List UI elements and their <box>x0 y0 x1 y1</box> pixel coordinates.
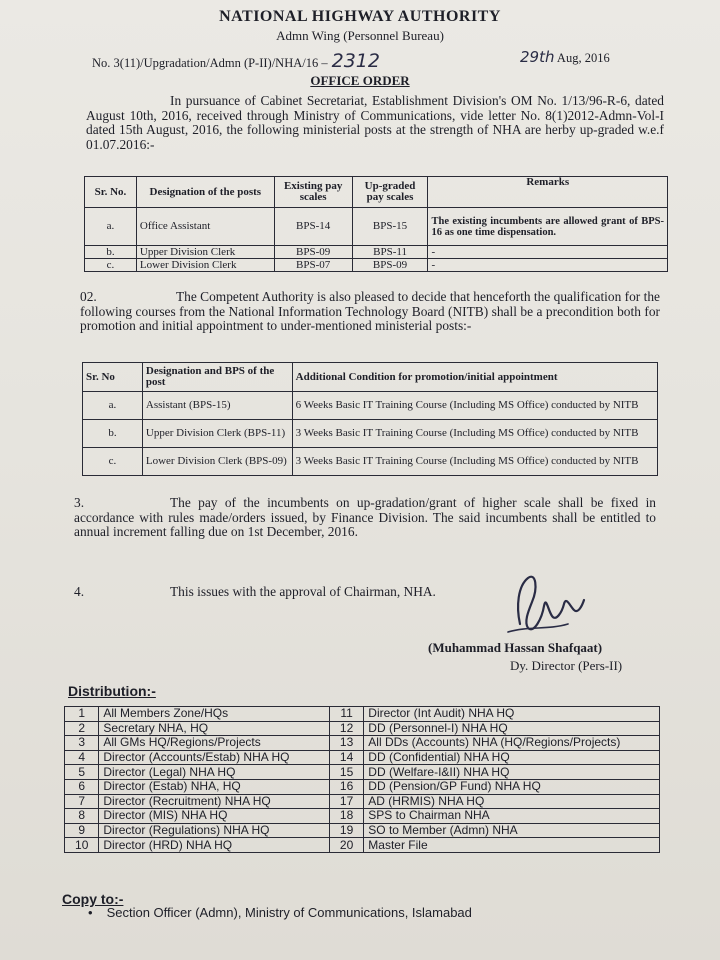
date-handwritten: 29th <box>520 48 555 66</box>
cell-condition: 6 Weeks Basic IT Training Course (Including MS Office) conducted by NITB <box>292 392 657 420</box>
distribution-number: 11 <box>329 707 363 722</box>
organization-wing: Admn Wing (Personnel Bureau) <box>276 28 444 43</box>
upgradation-table <box>84 176 668 272</box>
copy-to-text: Section Officer (Admn), Ministry of Communications, Islamabad <box>106 905 472 920</box>
distribution-recipient: DD (Welfare-I&II) NHA HQ <box>364 765 660 780</box>
column-header: Sr. No. <box>85 177 137 208</box>
paragraph-3-text: The pay of the incumbents on up-gradation/grant of higher scale shall be fixed in accordance with rules made/orders issued, by Finance Division. The said incumbents shall be entitled to annual increment falling due on 1st December, 2016. <box>74 495 656 540</box>
distribution-number: 18 <box>329 809 363 824</box>
distribution-number: 12 <box>329 721 363 736</box>
distribution-number: 4 <box>65 750 99 765</box>
table-row <box>85 259 668 272</box>
reference-prefix: No. 3(11)/Upgradation/Admn (P-II)/NHA/16 – <box>92 56 328 70</box>
cell-upgraded: BPS-15 <box>352 208 428 246</box>
cell-designation: Lower Division Clerk (BPS-09) <box>142 448 292 476</box>
cell-designation: Assistant (BPS-15) <box>142 392 292 420</box>
distribution-recipient: SPS to Chairman NHA <box>364 809 660 824</box>
cell-existing: BPS-14 <box>274 208 352 246</box>
distribution-number: 19 <box>329 823 363 838</box>
distribution-recipient: Director (Estab) NHA, HQ <box>99 779 330 794</box>
distribution-recipient: All Members Zone/HQs <box>99 707 330 722</box>
cell-existing: BPS-07 <box>274 259 352 272</box>
column-header: Existing pay scales <box>274 177 352 208</box>
paragraph-2-number: 02. <box>80 289 97 304</box>
column-header: Up-graded pay scales <box>352 177 428 208</box>
signatory-designation: Dy. Director (Pers-II) <box>510 658 623 673</box>
cell-designation: Office Assistant <box>136 208 274 246</box>
paragraph-3 <box>74 496 656 540</box>
distribution-recipient: All GMs HQ/Regions/Projects <box>99 736 330 751</box>
paragraph-2 <box>80 290 660 334</box>
column-header: Sr. No <box>83 363 143 392</box>
distribution-recipient: SO to Member (Admn) NHA <box>364 823 660 838</box>
distribution-recipient: DD (Pension/GP Fund) NHA HQ <box>364 779 660 794</box>
distribution-number: 20 <box>329 838 363 853</box>
cell-remarks: - <box>428 246 668 259</box>
cell-remarks: The existing incumbents are allowed grant of BPS-16 as one time dispensation. <box>428 208 668 246</box>
distribution-recipient: Director (Int Audit) NHA HQ <box>364 707 660 722</box>
distribution-number: 13 <box>329 736 363 751</box>
signature-image <box>498 566 590 644</box>
distribution-number: 1 <box>65 707 99 722</box>
column-header: Remarks <box>428 177 668 208</box>
cell-designation: Upper Division Clerk <box>136 246 274 259</box>
distribution-row <box>65 765 660 780</box>
reference-handwritten: 2312 <box>331 50 380 72</box>
cell-sr: c. <box>83 448 143 476</box>
table-header-row <box>85 177 668 208</box>
reference-number <box>92 50 380 72</box>
cell-upgraded: BPS-09 <box>352 259 428 272</box>
distribution-row <box>65 779 660 794</box>
table-header-row <box>83 363 658 392</box>
copy-to-heading: Copy to:- <box>62 891 124 907</box>
table-row <box>83 420 658 448</box>
condition-table <box>82 362 658 476</box>
distribution-number: 8 <box>65 809 99 824</box>
cell-sr: a. <box>83 392 143 420</box>
distribution-recipient: Director (Legal) NHA HQ <box>99 765 330 780</box>
distribution-recipient: Director (Recruitment) NHA HQ <box>99 794 330 809</box>
paragraph-4-text: This issues with the approval of Chairman, NHA. <box>170 584 436 599</box>
date-printed: Aug, 2016 <box>556 51 610 65</box>
table-row <box>85 246 668 259</box>
column-header: Additional Condition for promotion/initial appointment <box>292 363 657 392</box>
distribution-number: 9 <box>65 823 99 838</box>
signatory-name: (Muhammad Hassan Shafqaat) <box>428 640 603 655</box>
distribution-row <box>65 736 660 751</box>
bullet-icon: • <box>88 905 93 920</box>
column-header: Designation and BPS of the post <box>142 363 292 392</box>
distribution-table <box>64 706 660 853</box>
distribution-row <box>65 721 660 736</box>
cell-condition: 3 Weeks Basic IT Training Course (Including MS Office) conducted by NITB <box>292 420 657 448</box>
distribution-number: 14 <box>329 750 363 765</box>
cell-sr: b. <box>83 420 143 448</box>
cell-existing: BPS-09 <box>274 246 352 259</box>
distribution-number: 7 <box>65 794 99 809</box>
distribution-recipient: DD (Confidential) NHA HQ <box>364 750 660 765</box>
cell-sr: c. <box>85 259 137 272</box>
distribution-recipient: AD (HRMIS) NHA HQ <box>364 794 660 809</box>
distribution-number: 15 <box>329 765 363 780</box>
order-date <box>520 48 610 66</box>
cell-sr: b. <box>85 246 137 259</box>
distribution-row <box>65 707 660 722</box>
table-row <box>85 208 668 246</box>
paragraph-1-text: In pursuance of Cabinet Secretariat, Establishment Division's OM No. 1/13/96-R-6, dated August 10th, 2016, received through Ministry of Communications, vide letter No. 8(1)2012-Admn-Vol-I dated 15th August, 2016, the following ministerial posts at the strength of NHA are herby up-graded w.e.f 01.07.2016:- <box>86 93 664 153</box>
cell-designation: Upper Division Clerk (BPS-11) <box>142 420 292 448</box>
office-order-title: OFFICE ORDER <box>310 73 410 88</box>
distribution-row <box>65 838 660 853</box>
cell-designation: Lower Division Clerk <box>136 259 274 272</box>
paragraph-4-number: 4. <box>74 584 85 599</box>
distribution-recipient: DD (Personnel-I) NHA HQ <box>364 721 660 736</box>
distribution-recipient: Director (Accounts/Estab) NHA HQ <box>99 750 330 765</box>
cell-upgraded: BPS-11 <box>352 246 428 259</box>
distribution-recipient: Secretary NHA, HQ <box>99 721 330 736</box>
copy-to-item <box>88 905 472 920</box>
distribution-number: 6 <box>65 779 99 794</box>
distribution-number: 10 <box>65 838 99 853</box>
distribution-number: 17 <box>329 794 363 809</box>
distribution-recipient: Director (HRD) NHA HQ <box>99 838 330 853</box>
paragraph-4 <box>74 584 436 600</box>
column-header: Designation of the posts <box>136 177 274 208</box>
table-row <box>83 392 658 420</box>
paragraph-1 <box>86 94 664 153</box>
distribution-number: 16 <box>329 779 363 794</box>
distribution-row <box>65 809 660 824</box>
table-row <box>83 448 658 476</box>
distribution-row <box>65 750 660 765</box>
paragraph-3-number: 3. <box>74 495 85 510</box>
distribution-recipient: Director (MIS) NHA HQ <box>99 809 330 824</box>
distribution-number: 3 <box>65 736 99 751</box>
distribution-recipient: All DDs (Accounts) NHA (HQ/Regions/Projects) <box>364 736 660 751</box>
organization-title: NATIONAL HIGHWAY AUTHORITY <box>219 8 501 25</box>
distribution-number: 5 <box>65 765 99 780</box>
distribution-recipient: Master File <box>364 838 660 853</box>
distribution-row <box>65 794 660 809</box>
cell-remarks: - <box>428 259 668 272</box>
distribution-number: 2 <box>65 721 99 736</box>
cell-condition: 3 Weeks Basic IT Training Course (Including MS Office) conducted by NITB <box>292 448 657 476</box>
distribution-heading: Distribution:- <box>68 683 156 699</box>
paragraph-2-text: The Competent Authority is also pleased to decide that henceforth the qualification for the following courses from the National Information Technology Board (NITB) shall be a precondition both for promotion and initial appointment to under-mentioned ministerial posts:- <box>80 289 660 334</box>
distribution-row <box>65 823 660 838</box>
cell-sr: a. <box>85 208 137 246</box>
distribution-recipient: Director (Regulations) NHA HQ <box>99 823 330 838</box>
